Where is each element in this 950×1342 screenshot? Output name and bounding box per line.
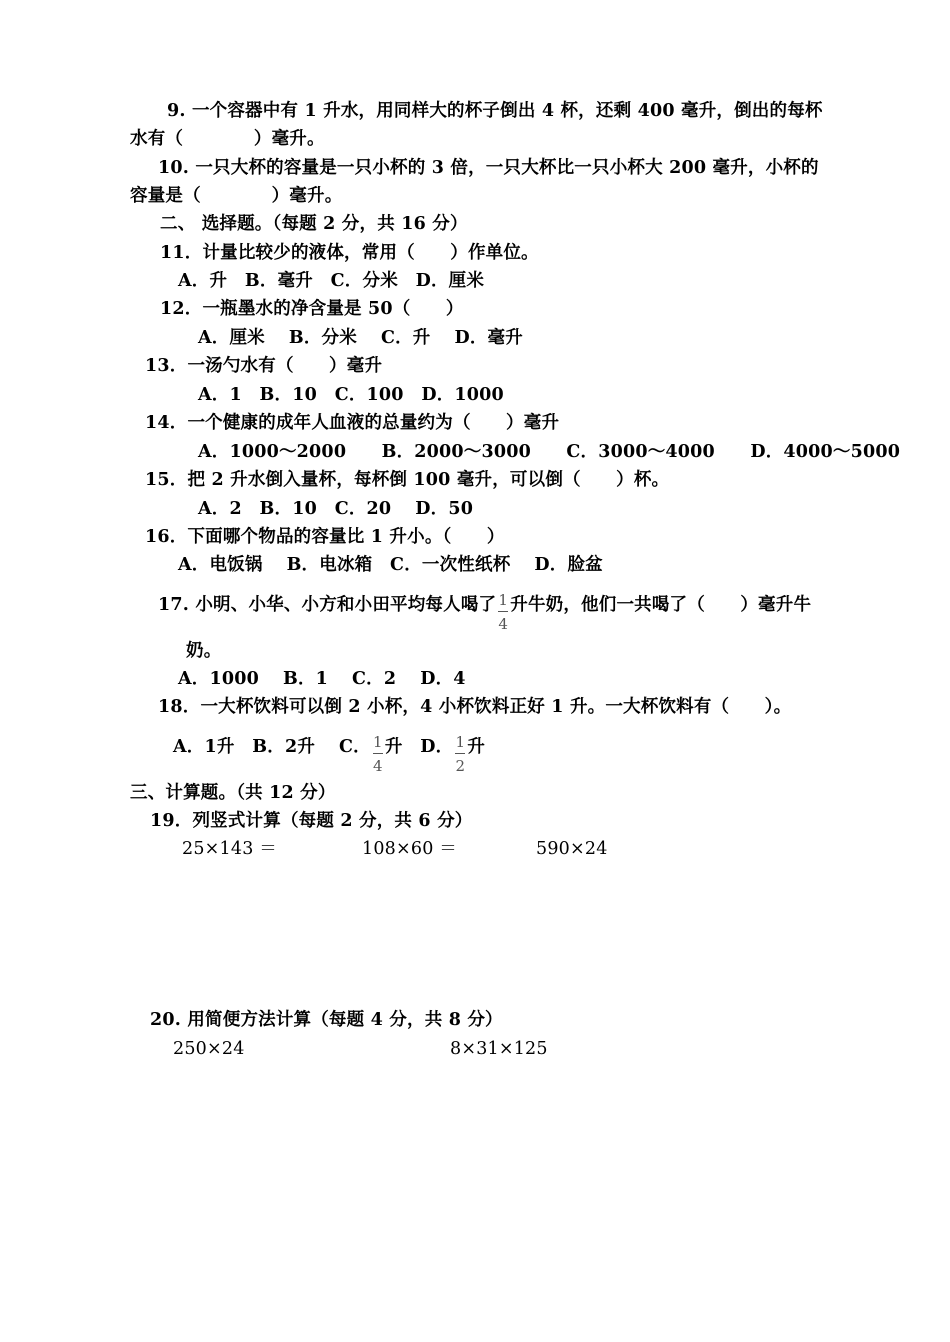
q18-optc-den: 4 (372, 757, 383, 775)
q19-title: 19．列竖式计算（每题 2 分，共 6 分） (150, 811, 473, 831)
q18-option-c-unit: 升 D． (384, 737, 454, 757)
q11-stem: 11．计量比较少的液体，常用（ ）作单位。 (160, 243, 539, 263)
q18-option-a-b: A．1升 B．2升 C． (173, 737, 371, 757)
q19-expr-2: 108×60 ＝ (362, 839, 457, 859)
q12-options: A．厘米 B．分米 C．升 D．毫升 (198, 328, 523, 348)
q17-stem (158, 591, 812, 633)
q20-expr-2: 8×31×125 (450, 1039, 548, 1059)
q18-optd-den: 2 (455, 757, 466, 775)
q20-expr-1: 250×24 (173, 1039, 245, 1059)
q10-line1: 10. 一只大杯的容量是一只小杯的 3 倍，一只大杯比一只小杯大 200 毫升，小杯的 (158, 158, 819, 178)
q17-options: A．1000 B．1 C．2 D．4 (178, 669, 466, 689)
fraction-bar (498, 611, 508, 612)
section3-title: 三、计算题。（共 12 分） (130, 783, 336, 803)
q14-options: A．1000～2000 B．2000～3000 C．3000～4000 D．4000～5000 (198, 442, 901, 462)
q15-options: A．2 B．10 C．20 D．50 (198, 499, 474, 519)
q11-options: A．升 B．毫升 C．分米 D．厘米 (178, 271, 485, 291)
q17-stem-before: 17. 小明、小华、小方和小田平均每人喝了 (158, 595, 497, 615)
q18-option-d-unit: 升 (467, 737, 486, 757)
q9-line2: 水有（ ）毫升。 (130, 129, 325, 149)
q17-frac-den: 4 (498, 615, 509, 633)
q17-frac-num: 1 (498, 591, 509, 609)
q13-options: A．1 B．10 C．100 D．1000 (198, 385, 504, 405)
q18-optc-num: 1 (372, 733, 383, 751)
q19-expr-3: 590×24 (536, 839, 608, 859)
q12-stem: 12．一瓶墨水的净含量是 50（ ） (160, 299, 464, 319)
q17-stem-after: 升牛奶，他们一共喝了（ ）毫升牛 (510, 595, 812, 615)
q15-stem: 15．把 2 升水倒入量杯，每杯倒 100 毫升，可以倒（ ）杯。 (145, 470, 670, 490)
q9-line1: 9. 一个容器中有 1 升水，用同样大的杯子倒出 4 杯，还剩 400 毫升，倒出的每杯 (167, 101, 823, 121)
section2-title: 二、 选择题。（每题 2 分，共 16 分） (160, 214, 468, 234)
q10-line2: 容量是（ ）毫升。 (130, 186, 343, 206)
q17-fraction (497, 591, 509, 633)
q18-stem: 18．一大杯饮料可以倒 2 小杯，4 小杯饮料正好 1 升。一大杯饮料有（ ）。 (158, 697, 792, 717)
q17-stem-cont: 奶。 (186, 641, 222, 661)
q13-stem: 13．一汤勺水有（ ）毫升 (145, 356, 383, 376)
q16-stem: 16．下面哪个物品的容量比 1 升小。（ ） (145, 527, 505, 547)
fraction-bar (373, 753, 383, 754)
q14-stem: 14．一个健康的成年人血液的总量约为（ ）毫升 (145, 413, 560, 433)
q18-options (173, 733, 486, 775)
q18-option-c-fraction (372, 733, 384, 775)
q19-expr-1: 25×143 ＝ (182, 839, 277, 859)
q18-optd-num: 1 (455, 733, 466, 751)
q16-options: A．电饭锅 B．电冰箱 C．一次性纸杯 D．脸盆 (178, 555, 603, 575)
fraction-bar (455, 753, 465, 754)
q20-title: 20. 用简便方法计算（每题 4 分，共 8 分） (150, 1010, 503, 1030)
q18-option-d-fraction (454, 733, 466, 775)
